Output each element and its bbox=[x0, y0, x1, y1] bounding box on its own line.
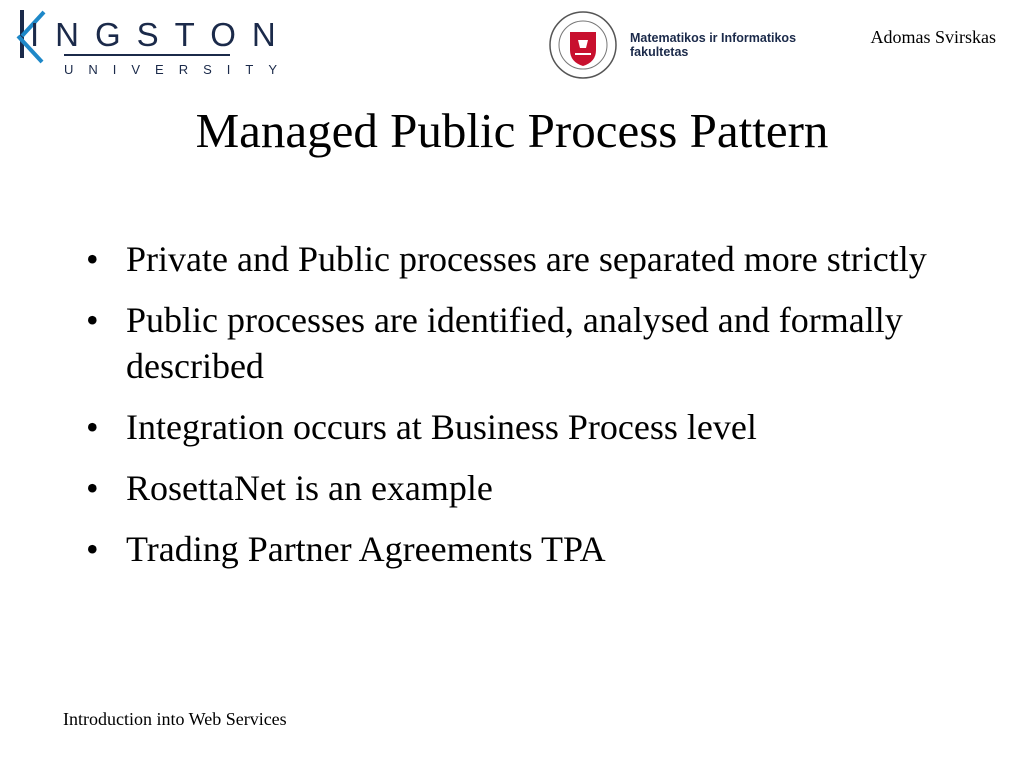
logo-divider bbox=[64, 54, 230, 56]
bullet-item: • Public processes are identified, analysed and formally described bbox=[86, 300, 903, 386]
author-name: Adomas Svirskas bbox=[870, 27, 996, 47]
kingston-university-logo bbox=[8, 6, 293, 78]
footer-text: Introduction into Web Services bbox=[63, 709, 287, 729]
bullet-list bbox=[86, 236, 946, 587]
university-wordmark: UNIVERSITY bbox=[64, 62, 293, 77]
kingston-wordmark: INGSTON bbox=[30, 16, 292, 53]
faculty-name: Matematikos ir Informatikos fakultetas bbox=[630, 31, 797, 59]
bullet-item: • RosettaNet is an example bbox=[86, 468, 493, 508]
faculty-logo bbox=[548, 10, 818, 80]
slide-title: Managed Public Process Pattern bbox=[195, 103, 829, 158]
bullet-item: • Private and Public processes are separated more strictly bbox=[86, 239, 927, 279]
vilnius-university-seal-icon bbox=[548, 10, 618, 80]
bullet-item: • Trading Partner Agreements TPA bbox=[86, 529, 606, 569]
bullet-item: • Integration occurs at Business Process level bbox=[86, 407, 757, 447]
